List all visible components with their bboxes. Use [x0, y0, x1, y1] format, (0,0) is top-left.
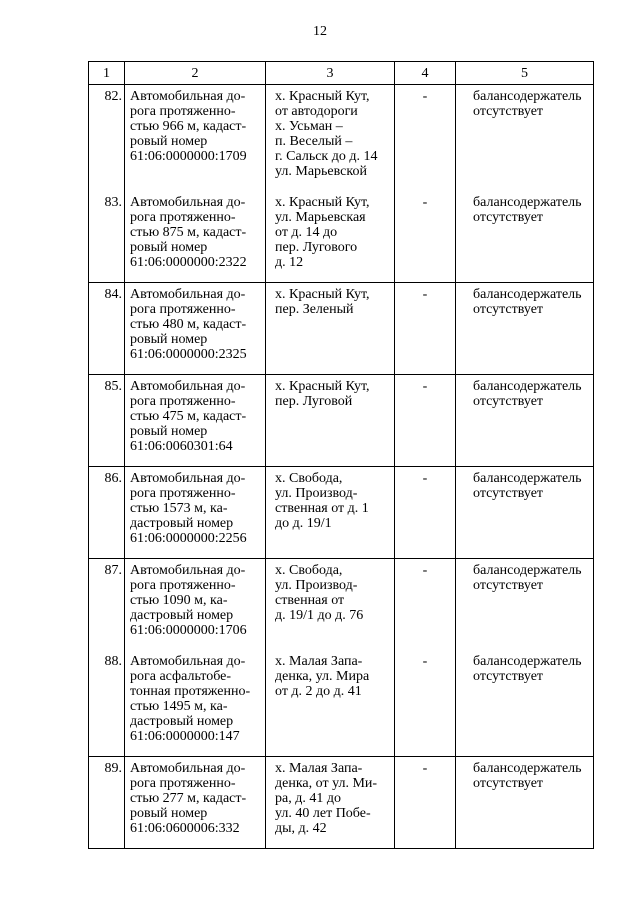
column-header: 2 [125, 62, 266, 85]
balance-holder: балансодержатель отсутствует [473, 379, 582, 409]
column-header: 4 [395, 62, 456, 85]
column-4-value: - [422, 195, 428, 210]
registry-table [88, 61, 594, 849]
row-number: 83. [104, 195, 122, 210]
column-4-value: - [422, 654, 428, 669]
column-header: 3 [266, 62, 395, 85]
road-description: Автомобильная до- рога протяженно- стью 875 м, кадаст- ровый номер 61:06:0000000:2322 [130, 195, 247, 270]
row-number: 85. [104, 379, 122, 394]
table-row [89, 650, 594, 757]
table-row [89, 757, 594, 849]
column-4-value: - [422, 89, 428, 104]
table-row [89, 85, 594, 192]
column-4-value: - [422, 563, 428, 578]
column-4-value: - [422, 761, 428, 776]
road-location: х. Свобода, ул. Производ- ственная от д. 19/1 до д. 76 [275, 563, 364, 623]
column-4-value: - [422, 471, 428, 486]
row-number: 88. [104, 654, 122, 669]
column-header: 1 [89, 62, 125, 85]
table-row [89, 375, 594, 467]
balance-holder: балансодержатель отсутствует [473, 287, 582, 317]
row-number: 84. [104, 287, 122, 302]
table-header-row [89, 62, 594, 85]
road-location: х. Красный Кут, пер. Зеленый [275, 287, 370, 317]
road-description: Автомобильная до- рога протяженно- стью 277 м, кадаст- ровый номер 61:06:0600006:332 [130, 761, 247, 836]
road-description: Автомобильная до- рога протяженно- стью 1573 м, ка- дастровый номер 61:06:0000000:2256 [130, 471, 247, 546]
road-description: Автомобильная до- рога протяженно- стью 475 м, кадаст- ровый номер 61:06:0060301:64 [130, 379, 247, 454]
table-row [89, 467, 594, 559]
column-4-value: - [422, 287, 428, 302]
road-description: Автомобильная до- рога протяженно- стью 480 м, кадаст- ровый номер 61:06:0000000:2325 [130, 287, 247, 362]
balance-holder: балансодержатель отсутствует [473, 89, 582, 119]
balance-holder: балансодержатель отсутствует [473, 563, 582, 593]
road-location: х. Свобода, ул. Производ- ственная от д. 1 до д. 19/1 [275, 471, 369, 531]
balance-holder: балансодержатель отсутствует [473, 761, 582, 791]
balance-holder: балансодержатель отсутствует [473, 471, 582, 501]
balance-holder: балансодержатель отсутствует [473, 654, 582, 684]
row-number: 82. [104, 89, 122, 104]
road-location: х. Малая Запа- денка, от ул. Ми- ра, д. 41 до ул. 40 лет Побе- ды, д. 42 [275, 761, 378, 836]
road-description: Автомобильная до- рога протяженно- стью 1090 м, ка- дастровый номер 61:06:0000000:1706 [130, 563, 247, 638]
road-location: х. Красный Кут, ул. Марьевская от д. 14 до пер. Лугового д. 12 [275, 195, 370, 270]
table-row [89, 191, 594, 283]
page-number: 12 [313, 24, 327, 39]
road-description: Автомобильная до- рога асфальтобе- тонная протяженно- стью 1495 м, ка- дастровый номер 61:06:0000000:147 [130, 654, 251, 744]
row-number: 86. [104, 471, 122, 486]
table-row [89, 283, 594, 375]
row-number: 87. [104, 563, 122, 578]
column-header: 5 [456, 62, 594, 85]
road-location: х. Красный Кут, пер. Луговой [275, 379, 370, 409]
row-number: 89. [104, 761, 122, 776]
table-row [89, 559, 594, 651]
column-4-value: - [422, 379, 428, 394]
road-description: Автомобильная до- рога протяженно- стью 966 м, кадаст- ровый номер 61:06:0000000:1709 [130, 89, 247, 164]
road-location: х. Малая Запа- денка, ул. Мира от д. 2 до д. 41 [275, 654, 370, 699]
balance-holder: балансодержатель отсутствует [473, 195, 582, 225]
road-location: х. Красный Кут, от автодороги х. Усьман – п. Веселый – г. Сальск до д. 14 ул. Марьевской [275, 89, 378, 179]
